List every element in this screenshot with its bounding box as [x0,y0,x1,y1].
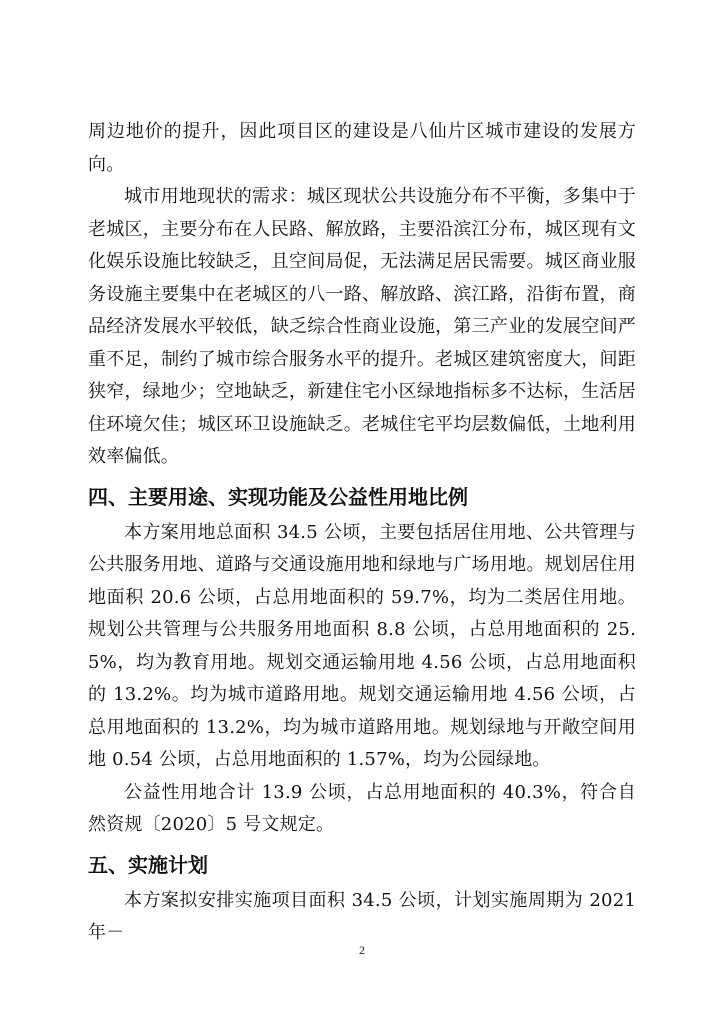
document-body [88,116,636,950]
body-paragraph: 城市用地现状的需求：城区现状公共设施分布不平衡，多集中于老城区，主要分布在人民路、解放路，主要沿滨江分布，城区现有文化娱乐设施比较缺乏，且空间局促，无法满足居民需要。城区商业服务设施主要集中在老城区的八一路、解放路、滨江路，沿街布置，商品经济发展水平较低，缺乏综合性商业设施，第三产业的发展空间严重不足，制约了城市综合服务水平的提升。老城区建筑密度大，间距狭窄，绿地少；空地缺乏，新建住宅小区绿地指标多不达标，生活居住环境欠佳；城区环卫设施缺乏。老城住宅平均层数偏低，土地利用效率偏低。 [88,186,636,467]
section-heading: 五、实施计划 [88,852,208,877]
body-paragraph: 本方案用地总面积 34.5 公顷，主要包括居住用地、公共管理与公共服务用地、道路与交通设施用地和绿地与广场用地。规划居住用地面积 20.6 公顷，占总用地面积的 59.7%，均为二类居住用地。规划公共管理与公共服务用地面积 8.8 公顷，占总用地面积的 25.5%，均为教育用地。规划交通运输用地 4.56 公顷，占总用地面积的 13.2%。均为城市道路用地。规划交通运输用地 4.56 公顷，占总用地面积的 13.2%，均为城市道路用地。规划绿地与开敞空间用地 0.54 公顷，占总用地面积的 1.57%，均为公园绿地。 [88,521,636,770]
body-paragraph: 公益性用地合计 13.9 公顷，占总用地面积的 40.3%，符合自然资规〔2020〕5 号文规定。 [88,781,636,835]
body-paragraph: 本方案拟安排实施项目面积 34.5 公顷，计划实施周期为 2021 年－ [88,889,636,943]
page-number: 2 [359,943,365,957]
section-heading: 四、主要用途、实现功能及公益性用地比例 [88,484,468,509]
body-paragraph: 周边地价的提升，因此项目区的建设是八仙片区城市建设的发展方向。 [88,121,636,175]
